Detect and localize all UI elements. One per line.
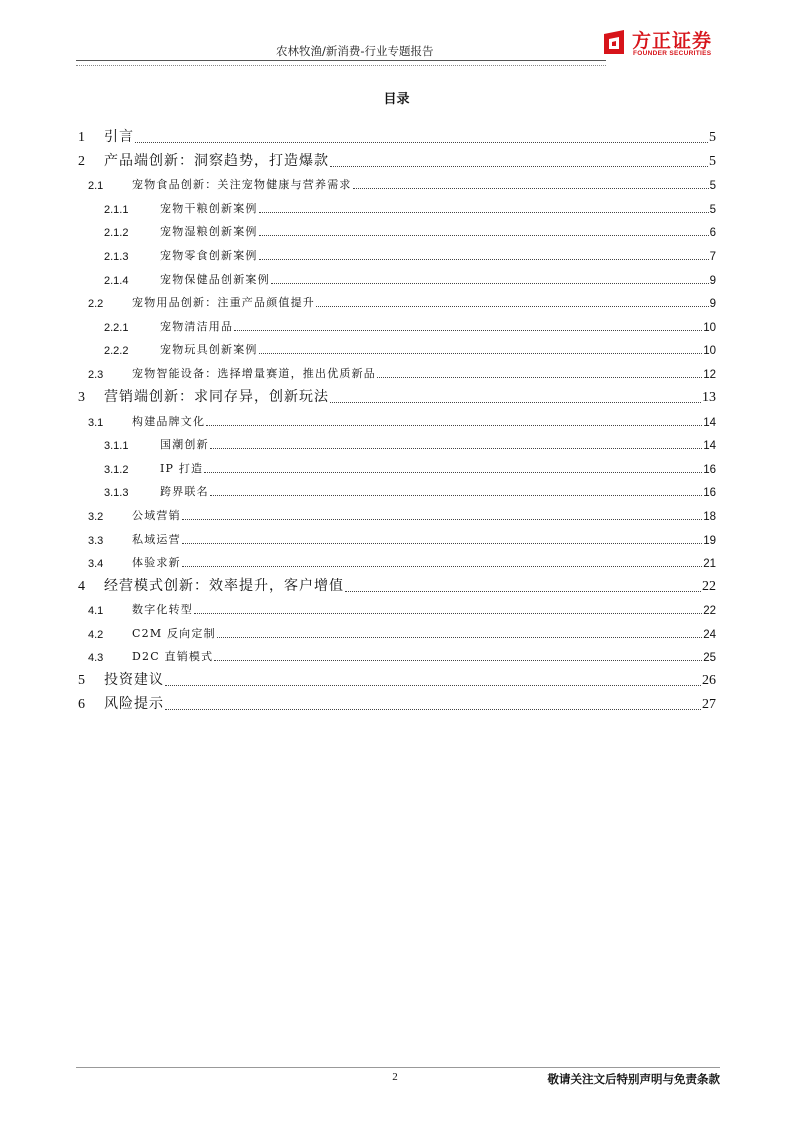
- toc-entry[interactable]: [78, 575, 716, 595]
- toc-leader-dots: [217, 636, 702, 638]
- toc-entry-number: 3: [78, 390, 85, 405]
- toc-entry-title: 宠物湿粮创新案例: [160, 225, 258, 238]
- toc-entry-title: 风险提示: [104, 696, 164, 712]
- toc-entry-page: 5: [709, 154, 716, 169]
- toc-leader-dots: [204, 471, 702, 473]
- toc-entry-number: 2.2.2: [104, 345, 129, 357]
- toc-entry[interactable]: [78, 339, 716, 357]
- toc-entry-title: 国潮创新: [160, 438, 209, 451]
- toc-entry[interactable]: [78, 221, 716, 239]
- toc-entry-number: 3.1.1: [104, 440, 129, 452]
- toc-entry-number: 2.1.1: [104, 204, 129, 216]
- toc-leader-dots: [377, 376, 702, 378]
- toc-entry[interactable]: [78, 505, 716, 523]
- toc-leader-dots: [165, 708, 701, 710]
- toc-entry-title: 宠物食品创新：关注宠物健康与营养需求: [132, 178, 352, 191]
- toc-entry[interactable]: [78, 669, 716, 689]
- toc-entry[interactable]: [78, 599, 716, 617]
- toc-entry-number: 2: [78, 154, 85, 169]
- toc-leader-dots: [345, 590, 701, 592]
- toc-entry-page: 25: [703, 652, 716, 664]
- toc-entry-page: 14: [703, 440, 716, 452]
- toc-entry[interactable]: [78, 623, 716, 641]
- toc-leader-dots: [330, 165, 708, 167]
- toc-entry-number: 2.1: [88, 180, 104, 192]
- founder-logo-mark-icon: [600, 28, 628, 56]
- toc-entry-number: 4.1: [88, 605, 104, 617]
- toc-entry-title: 宠物清洁用品: [160, 320, 234, 333]
- toc-entry-page: 24: [703, 629, 716, 641]
- toc-entry-page: 18: [703, 511, 716, 523]
- toc-entry-number: 2.1.4: [104, 275, 129, 287]
- disclaimer-note: 敬请关注文后特别声明与免责条款: [547, 1072, 720, 1086]
- toc-entry[interactable]: [78, 693, 716, 713]
- toc-entry-number: 3.3: [88, 535, 104, 547]
- toc-entry-number: 3.1: [88, 417, 104, 429]
- toc-leader-dots: [165, 684, 701, 686]
- toc-entry-title: 产品端创新：洞察趋势，打造爆款: [104, 153, 329, 169]
- toc-entry[interactable]: [78, 646, 716, 664]
- toc-entry-number: 6: [78, 697, 85, 712]
- toc-entry-title: 宠物玩具创新案例: [160, 343, 258, 356]
- toc-entry[interactable]: [78, 245, 716, 263]
- toc-entry-title: 宠物干粮创新案例: [160, 202, 258, 215]
- header-rule: [76, 60, 606, 61]
- toc-entry-number: 5: [78, 673, 85, 688]
- toc-entry-page: 5: [709, 180, 716, 192]
- toc-leader-dots: [259, 352, 703, 354]
- toc-entry-page: 16: [703, 464, 716, 476]
- logo-english-text: FOUNDER SECURITIES: [633, 50, 712, 57]
- toc-entry[interactable]: [78, 126, 716, 146]
- toc-leader-dots: [271, 282, 709, 284]
- toc-entry-title: IP 打造: [160, 462, 204, 475]
- toc-entry-page: 22: [702, 579, 716, 594]
- toc-entry[interactable]: [78, 150, 716, 170]
- toc-entry-number: 2.2: [88, 298, 104, 310]
- toc-entry-page: 27: [702, 697, 716, 712]
- toc-entry[interactable]: [78, 552, 716, 570]
- toc-entry-number: 3.1.2: [104, 464, 129, 476]
- toc-entry-title: 宠物零食创新案例: [160, 249, 258, 262]
- founder-securities-logo: [600, 26, 724, 66]
- toc-entry-title: 营销端创新：求同存异，创新玩法: [104, 389, 329, 405]
- page-number: 2: [392, 1071, 398, 1083]
- toc-entry-page: 5: [709, 204, 716, 216]
- toc-entry-title: 引言: [104, 129, 134, 145]
- toc-leader-dots: [353, 187, 709, 189]
- toc-entry-title: 投资建议: [104, 672, 164, 688]
- toc-entry-page: 6: [709, 227, 716, 239]
- footer-rule: [76, 1067, 720, 1068]
- toc-entry-page: 9: [709, 275, 716, 287]
- toc-entry-number: 2.1.2: [104, 227, 129, 239]
- toc-entry[interactable]: [78, 363, 716, 381]
- toc-leader-dots: [316, 305, 709, 307]
- toc-entry-title: D2C 直销模式: [132, 650, 214, 663]
- toc-entry-title: 宠物智能设备：选择增量赛道，推出优质新品: [132, 367, 376, 380]
- toc-entry-number: 4.3: [88, 652, 104, 664]
- toc-entry-page: 10: [703, 322, 716, 334]
- toc-leader-dots: [259, 234, 709, 236]
- toc-leader-dots: [182, 565, 702, 567]
- toc-leader-dots: [234, 329, 702, 331]
- toc-entry-page: 13: [702, 390, 716, 405]
- page-header: [76, 30, 720, 68]
- toc-leader-dots: [194, 612, 702, 614]
- toc-entry-page: 10: [703, 345, 716, 357]
- toc-entry-title: 跨界联名: [160, 485, 209, 498]
- toc-entry[interactable]: [78, 411, 716, 429]
- report-category: 农林牧渔/新消费-行业专题报告: [276, 44, 434, 58]
- toc-leader-dots: [206, 424, 702, 426]
- toc-entry[interactable]: [78, 198, 716, 216]
- toc-leader-dots: [214, 659, 702, 661]
- header-dotted-rule: [76, 65, 606, 66]
- toc-entry-title: 体验求新: [132, 556, 181, 569]
- toc-entry[interactable]: [78, 269, 716, 287]
- toc-entry-number: 2.2.1: [104, 322, 129, 334]
- toc-entry-title: 数字化转型: [132, 603, 193, 616]
- toc-entry[interactable]: [78, 292, 716, 310]
- toc-entry[interactable]: [78, 529, 716, 547]
- toc-entry-title: 私域运营: [132, 533, 181, 546]
- toc-entry-number: 4.2: [88, 629, 104, 641]
- toc-entry[interactable]: [78, 458, 716, 476]
- toc-entry-title: C2M 反向定制: [132, 627, 216, 640]
- toc-entry-number: 4: [78, 579, 85, 594]
- toc-entry-number: 1: [78, 130, 85, 145]
- toc-entry-page: 12: [703, 369, 716, 381]
- toc-entry-page: 7: [709, 251, 716, 263]
- toc-entry-page: 5: [709, 130, 716, 145]
- toc-entry-page: 9: [709, 298, 716, 310]
- toc-entry-page: 26: [702, 673, 716, 688]
- toc-entry-number: 2.1.3: [104, 251, 129, 263]
- toc-entry[interactable]: [78, 174, 716, 192]
- toc-entry-title: 宠物保健品创新案例: [160, 273, 270, 286]
- toc-entry[interactable]: [78, 386, 716, 406]
- toc-leader-dots: [210, 447, 702, 449]
- toc-entry-page: 21: [703, 558, 716, 570]
- toc-entry-page: 14: [703, 417, 716, 429]
- toc-title: 目录: [383, 92, 410, 107]
- toc-entry-page: 22: [703, 605, 716, 617]
- toc-leader-dots: [210, 494, 702, 496]
- toc-leader-dots: [259, 211, 709, 213]
- logo-chinese-text: 方正证券: [632, 30, 713, 52]
- toc-entry-number: 2.3: [88, 369, 104, 381]
- toc-entry[interactable]: [78, 316, 716, 334]
- toc-entry-title: 经营模式创新：效率提升，客户增值: [104, 578, 344, 594]
- toc-leader-dots: [330, 401, 701, 403]
- toc-leader-dots: [182, 542, 702, 544]
- toc-entry-page: 16: [703, 487, 716, 499]
- toc-entry-title: 宠物用品创新：注重产品颜值提升: [132, 296, 315, 309]
- toc-entry-number: 3.2: [88, 511, 104, 523]
- toc-leader-dots: [182, 518, 702, 520]
- toc-entry-number: 3.1.3: [104, 487, 129, 499]
- toc-leader-dots: [135, 141, 708, 143]
- toc-entry[interactable]: [78, 434, 716, 452]
- toc-entry-number: 3.4: [88, 558, 104, 570]
- toc-entry-title: 构建品牌文化: [132, 415, 206, 428]
- toc-entry[interactable]: [78, 481, 716, 499]
- toc-entry-page: 19: [703, 535, 716, 547]
- toc-entry-title: 公域营销: [132, 509, 181, 522]
- toc-leader-dots: [259, 258, 709, 260]
